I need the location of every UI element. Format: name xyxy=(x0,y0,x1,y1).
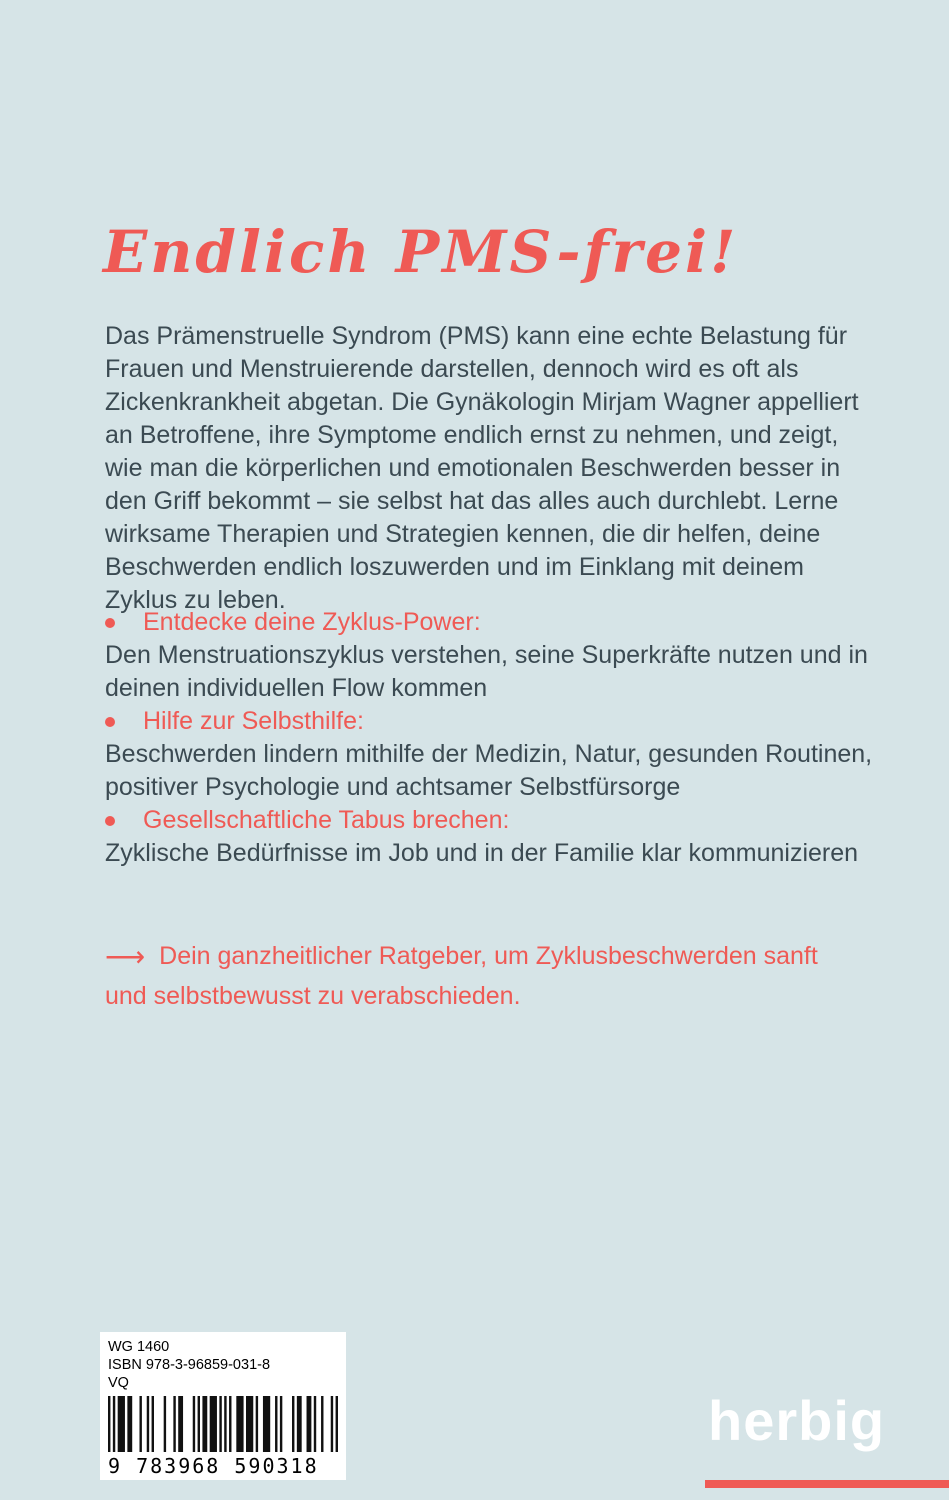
bullet-item xyxy=(105,606,873,705)
bullet-dot-icon xyxy=(105,618,115,628)
barcode-icon xyxy=(108,1396,338,1452)
barcode-meta-line-wg: WG 1460 xyxy=(108,1339,170,1355)
arrow-icon: ⟶ xyxy=(105,941,146,972)
barcode-bars xyxy=(108,1396,338,1452)
book-title: Endlich PMS-frei! xyxy=(103,218,739,286)
barcode-meta-line-vq: VQ xyxy=(108,1375,129,1391)
bullet-body: Den Menstruationszyklus verstehen, seine Superkräfte nutzen und in deinen individuellen Flow kommen xyxy=(105,641,868,702)
bullet-heading-row xyxy=(105,705,873,738)
barcode-box xyxy=(100,1332,346,1480)
bullet-body: Zyklische Bedürfnisse im Job und in der Familie klar kommunizieren xyxy=(105,839,859,867)
publisher-logo: herbig xyxy=(708,1389,886,1452)
bullet-body: Beschwerden lindern mithilfe der Medizin, Natur, gesunden Routinen, positiver Psychologie und achtsamer Selbstfürsorge xyxy=(105,740,873,801)
bullet-item xyxy=(105,705,873,804)
publisher-rule xyxy=(705,1480,949,1488)
bullet-heading: Gesellschaftliche Tabus brechen: xyxy=(143,806,510,834)
bullet-heading: Hilfe zur Selbsthilfe: xyxy=(143,707,364,735)
barcode-digits: 9 783968 590318 xyxy=(108,1454,319,1478)
callout-text: Dein ganzheitlicher Ratgeber, um Zyklusbeschwerden sanft und selbstbewusst zu verabschieden. xyxy=(105,942,818,1010)
bullet-dot-icon xyxy=(105,816,115,826)
bullet-heading: Entdecke deine Zyklus-Power: xyxy=(143,608,481,636)
bullet-item xyxy=(105,804,873,870)
callout xyxy=(105,936,840,1016)
bullet-heading-row xyxy=(105,804,873,837)
intro-paragraph: Das Prämenstruelle Syndrom (PMS) kann eine echte Belastung für Frauen und Menstruierende darstellen, dennoch wird es oft als Zickenkrankheit abgetan. Die Gynäkologin Mirjam Wagner appelliert an Betroffene, ihre Symptome endlich ernst zu nehmen, und zeigt, wie man die körperlichen und emotionalen Beschwerden besser in den Griff bekommt – sie selbst hat das alles auch durchlebt. Lerne wirksame Therapien und Strategien kennen, die dir helfen, deine Beschwerden endlich loszuwerden und im Einklang mit deinem Zyklus zu leben. xyxy=(105,322,859,614)
bullet-dot-icon xyxy=(105,717,115,727)
bullet-heading-row xyxy=(105,606,873,639)
barcode-meta xyxy=(108,1338,338,1392)
barcode-meta-line-isbn: ISBN 978-3-96859-031-8 xyxy=(108,1357,271,1373)
bullet-list xyxy=(105,606,873,870)
